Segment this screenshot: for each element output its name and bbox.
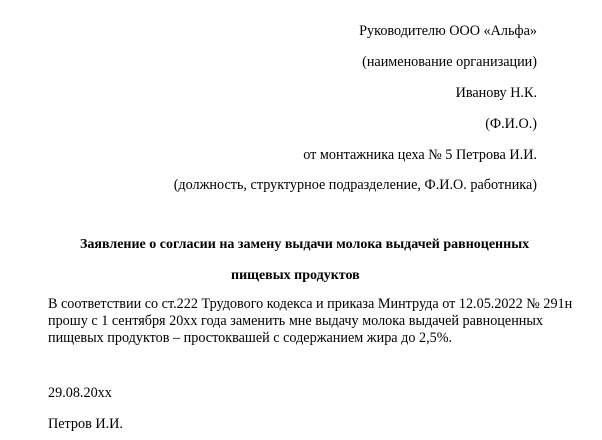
body-paragraph-line-1: В соответствии со ст.222 Трудового кодекса и приказа Минтруда от 12.05.2022 № 291н	[48, 296, 573, 312]
addressee-line: Руководителю ООО «Альфа»	[359, 23, 537, 39]
document-title-line-2: пищевых продуктов	[231, 268, 360, 283]
signature-name: Петров И.И.	[48, 416, 123, 432]
document-title-line-1: Заявление о согласии на замену выдачи молока выдачей равноценных	[80, 237, 530, 252]
body-paragraph-line-2: прошу с 1 сентября 20хх года заменить мне выдачу молока выдачей равноценных	[48, 313, 544, 329]
sender-caption: (должность, структурное подразделение, Ф.И.О. работника)	[173, 177, 537, 193]
application-date: 29.08.20хх	[48, 385, 112, 401]
body-paragraph-line-3: пищевых продуктов – простоквашей с содержанием жира до 2,5%.	[48, 330, 453, 346]
director-caption: (Ф.И.О.)	[485, 116, 537, 132]
organization-caption: (наименование организации)	[362, 54, 537, 70]
director-name: Иванову Н.К.	[455, 85, 537, 101]
sender-line: от монтажника цеха № 5 Петрова И.И.	[303, 147, 537, 163]
